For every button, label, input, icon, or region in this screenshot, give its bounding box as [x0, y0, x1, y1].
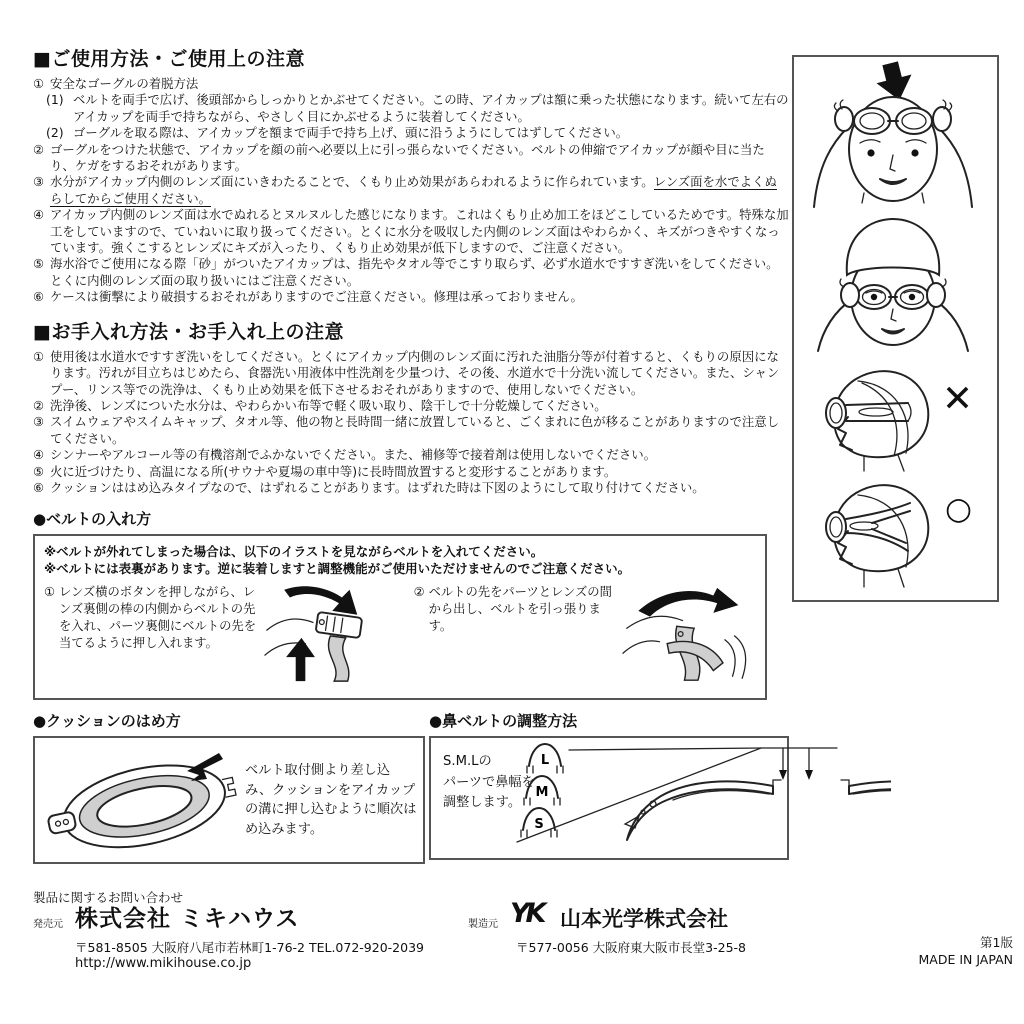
- item-text: クッションははめ込みタイプなので、はずれることがあります。はずれた時は下図のようにして取り付けてください。: [50, 479, 705, 495]
- item-text: 海水浴でご使用になる際「砂」がついたアイカップは、指先やタオル等でこすり取らず、必ず水道水ですすぎ洗いをしてください。とくに内側のレンズ面の取り扱いにはご注意ください。: [50, 256, 779, 288]
- item-text: ゴーグルをつけた状態で、アイカップを顔の前へ必要以上に引っ張らないでください。ベルトの伸縮でアイカップが顔や目に当たり、ケガをするおそれがあります。: [50, 141, 765, 174]
- maker-label: 製造元: [468, 919, 498, 930]
- belt-note-1: ※ベルトが外れてしまった場合は、以下のイラストを見ながらベルトを入れてください。: [44, 544, 544, 560]
- belt-pull-illustration: [621, 584, 756, 684]
- item-number: ⑤: [33, 463, 45, 479]
- bottom-sections-row: [33, 710, 789, 864]
- usage-item-2: [33, 142, 789, 175]
- cushion-eyecup-illustration: [41, 745, 241, 855]
- size-label-S: S: [534, 817, 544, 833]
- usage-item-1: [33, 76, 789, 92]
- illustration-panel: [792, 55, 999, 602]
- item-text: [50, 174, 789, 207]
- usage-item-4: [33, 207, 789, 256]
- item-text: ベルトを両手で広げ、後頭部からしっかりとかぶせてください。この時、アイカップは額に乗った状態になります。続いて左右のアイカップを両手で持ちながら、やさしく目にかぶせるように装着してください。: [73, 92, 789, 124]
- item-text: 火に近づけたり、高温になる所(サウナや夏場の車中等)に長時間放置すると変形することがあります。: [50, 463, 617, 479]
- made-in-label: MADE IN JAPAN: [918, 952, 1013, 967]
- wrong-mark: ✕: [942, 377, 974, 420]
- seller-address: 〒581-8505 大阪府八尾市若林町1-76-2 TEL.072-920-2039: [75, 940, 424, 955]
- item-text: スイムウェアやスイムキャップ、タオル等、他の物と長時間一緒に放置していると、ごくまれに色が移ることがありますので注意してください。: [50, 414, 780, 446]
- item-text: シンナーやアルコール等の有機溶剤でふかないでください。また、補修等で接着剤は使用しないでください。: [50, 447, 657, 463]
- item-text: 洗浄後、レンズについた水分は、やわらかい布等で軽く吸い取り、陰干しで十分乾燥してください。: [50, 397, 607, 413]
- left-hand: [834, 100, 853, 131]
- usage-item-6: [33, 289, 789, 305]
- up-arrow-icon: [286, 638, 315, 681]
- seller-name: 株式会社 ミキハウス: [75, 906, 300, 932]
- belt-note-2: ※ベルトには表裏があります。逆に装着しますと調整機能がご使用いただけませんのでご注意ください。: [44, 561, 631, 577]
- footer: [33, 888, 1018, 1018]
- usage-item-3: [33, 174, 789, 207]
- maker-logo: YK: [510, 898, 543, 929]
- main-column: [33, 44, 789, 864]
- care-item-2: [33, 398, 789, 414]
- usage-item-5: [33, 256, 789, 289]
- cushion-section: [33, 710, 425, 864]
- strap-split-figure: [802, 471, 962, 591]
- down-arrow-small-icon: [805, 770, 813, 780]
- item-text: アイカップ内側のレンズ面は水でぬれるとヌルヌルした感じになります。これはくもり止め加工をほどこしているためです。特殊な加工をしていますので、ていねいに取り扱ってください。とくに水分を吸収した内側のレンズ面はやわらかく、キズがつきやすくなっています。強くこするとレンズにキズが入ったり、くもり止め効果が低下しますので、ご注意ください。: [50, 207, 789, 256]
- usage-item-1-sub-2: [33, 125, 789, 141]
- belt-steps-row: [44, 584, 756, 684]
- down-arrow-icon: [284, 587, 357, 616]
- nose-section: [429, 710, 789, 864]
- item-text: 安全なゴーグルの着脱方法: [50, 76, 199, 91]
- edition-number: 第1版: [980, 935, 1013, 950]
- care-item-4: [33, 447, 789, 463]
- belt-box: [33, 534, 767, 700]
- usage-item-1-sub-1: [33, 92, 789, 125]
- seller-label: 発売元: [33, 919, 63, 930]
- nose-instruction-line3: 調整します。: [443, 795, 522, 811]
- belt-section-title: ●ベルトの入れ方: [33, 510, 152, 529]
- care-section-title: ■お手入れ方法・お手入れ上の注意: [33, 320, 344, 343]
- item-number: (2): [46, 125, 64, 141]
- size-label-M: M: [535, 785, 549, 801]
- belt-insert-illustration: [263, 584, 407, 684]
- belt-step-2: [414, 584, 622, 684]
- item-number: (1): [46, 92, 64, 108]
- right-hand: [933, 100, 952, 131]
- item-number: ③: [33, 174, 45, 190]
- maker-name: 山本光学株式会社: [560, 907, 728, 931]
- item-number: ②: [33, 397, 45, 413]
- item-number: ⑤: [33, 256, 45, 272]
- nose-instruction-line2: パーツで鼻幅を: [443, 774, 535, 790]
- belt-step-1: [44, 584, 263, 684]
- nose-section-title: ●鼻ベルトの調整方法: [429, 712, 578, 731]
- nose-bridge-illustration: [431, 738, 891, 856]
- correct-mark: ○: [945, 491, 973, 527]
- cushion-box: [33, 736, 425, 864]
- care-item-1: [33, 349, 789, 398]
- usage-section-title: ■ご使用方法・ご使用上の注意: [33, 48, 305, 70]
- donning-figure: [794, 61, 993, 209]
- item-text: ゴーグルを取る際は、アイカップを額まで両手で持ち上げ、頭に沿うようにしてはずしてください。: [73, 125, 629, 141]
- item-text: ベルトの先をパーツとレンズの間から出し、ベルトを引っ張ります。: [428, 585, 612, 634]
- curved-arrow-icon: [639, 588, 739, 617]
- wearing-figure: [794, 213, 993, 353]
- inquiry-heading: 製品に関するお問い合わせ: [33, 890, 184, 905]
- item-number: ②: [33, 141, 45, 157]
- item-text: 使用後は水道水ですすぎ洗いをしてください。とくにアイカップ内側のレンズ面に汚れた油脂分等が付着すると、くもりの原因になります。汚れが目立ちはじめたら、食器洗い用液体中性洗剤を少量つけ、その後、水道水で十分洗い流してください。また、シャンプー、リンス等での洗浄は、くもり止め効果を低下させるおそれがありますので、使用しないでください。: [50, 348, 780, 397]
- item-number: ⑥: [33, 479, 45, 495]
- item-text-plain: 水分がアイカップ内側のレンズ面にいきわたることで、くもり止め効果があらわれるように作られています。: [50, 174, 654, 190]
- strap-flat-figure: [802, 357, 962, 475]
- item-number: ①: [33, 348, 45, 364]
- care-item-3: [33, 414, 789, 447]
- item-number: ④: [33, 447, 45, 463]
- item-text: ケースは衝撃により破損するおそれがありますのでご注意ください。修理は承っておりません。: [50, 289, 583, 305]
- item-number: ②: [413, 585, 425, 600]
- cushion-section-title: ●クッションのはめ方: [33, 712, 181, 731]
- care-item-5: [33, 464, 789, 480]
- seller-url: http://www.mikihouse.co.jp: [75, 956, 252, 971]
- item-number: ①: [33, 76, 45, 91]
- maker-address: 〒577-0056 大阪府東大阪市長堂3-25-8: [516, 940, 746, 955]
- down-arrow-small-icon: [779, 770, 787, 780]
- nose-instruction-line1: S.M.Lの: [443, 754, 492, 770]
- cushion-instruction: ベルト取付側より差し込み、クッションをアイカップの溝に押し込むように順次はめ込みます。: [245, 762, 417, 838]
- size-label-L: L: [540, 753, 550, 769]
- item-number: ④: [33, 207, 45, 223]
- edition-block: [863, 934, 1013, 968]
- nose-box: [429, 736, 789, 860]
- item-text: レンズ横のボタンを押しながら、レンズ裏側の棒の内側からベルトの先を入れ、パーツ裏側にベルトの先を当てるように押し入れます。: [59, 585, 256, 651]
- item-number: ③: [33, 414, 45, 430]
- item-number: ⑥: [33, 289, 45, 305]
- care-item-6: [33, 480, 789, 496]
- item-text-underlined: レンズ面を水でよくぬらしてからご使用ください。: [50, 174, 777, 206]
- item-number: ①: [44, 585, 56, 600]
